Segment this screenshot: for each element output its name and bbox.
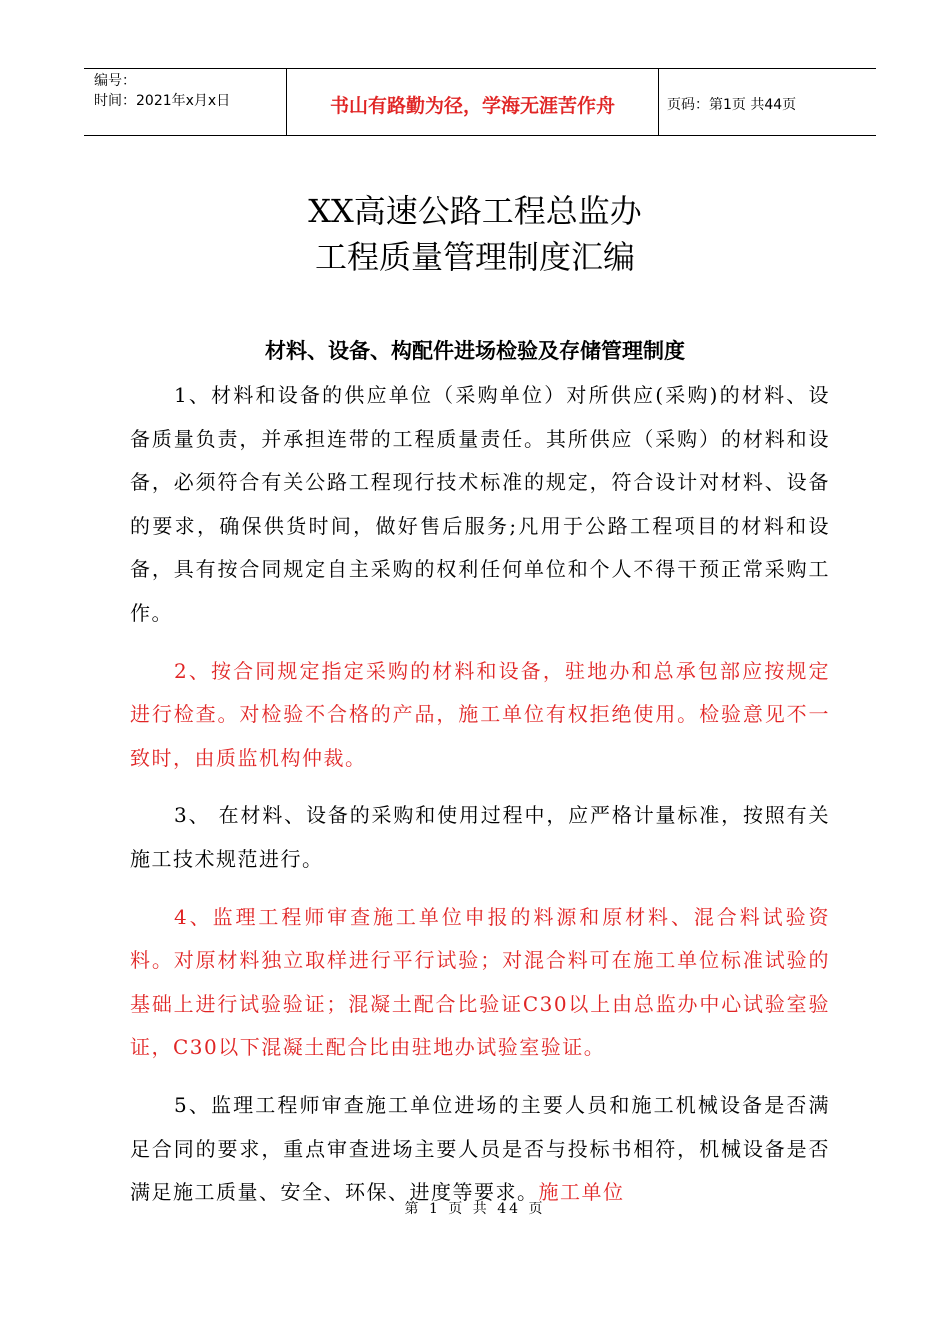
header-table — [84, 68, 876, 136]
paragraph-5-text: 5、监理工程师审查施工单位进场的主要人员和施工机械设备是否满足合同的要求，重点审查进场主要人员是否与投标书相符，机械设备是否满足施工质量、安全、环保、进度等要求。 — [130, 1092, 830, 1205]
paragraph-4: 4、监理工程师审查施工单位申报的料源和原材料、混合料试验资料。对原材料独立取样进行平行试验；对混合料可在施工单位标准试验的基础上进行试验验证；混凝土配合比验证C30以上由总监办中心试验室验证，C30以下混凝土配合比由驻地办试验室验证。 — [130, 904, 830, 1060]
header-page-label: 页码：第1页 共44页 — [667, 97, 797, 113]
header-meta-cell — [84, 69, 287, 135]
paragraph-5 — [130, 1084, 830, 1215]
section-heading: 材料、设备、构配件进场检验及存储管理制度 — [265, 339, 685, 363]
page-footer: 第 1 页 共 44 页 — [404, 1201, 546, 1217]
paragraph-3: 3、 在材料、设备的采购和使用过程中，应严格计量标准，按照有关施工技术规范进行。 — [130, 803, 830, 871]
document-date-label: 时间：2021年x月x日 — [94, 93, 231, 109]
paragraph-2: 2、按合同规定指定采购的材料和设备，驻地办和总承包部应按规定进行检查。对检验不合格的产品，施工单位有权拒绝使用。检验意见不一致时，由质监机构仲裁。 — [130, 658, 830, 770]
document-title-line-1: XX高速公路工程总监办 — [308, 192, 642, 230]
paragraph-1: 1、材料和设备的供应单位（采购单位）对所供应(采购)的材料、设备质量负责，并承担连带的工程质量责任。其所供应（采购）的材料和设备，必须符合有关公路工程现行技术标准的规定，符合设计对材料、设备的要求，确保供货时间，做好售后服务;凡用于公路工程项目的材料和设备，具有按合同规定自主采购的权利任何单位和个人不得干预正常采购工作。 — [130, 383, 830, 625]
body-text — [130, 374, 830, 1229]
header-motto: 书山有路勤为径，学海无涯苦作舟 — [287, 69, 659, 135]
document-title-line-2: 工程质量管理制度汇编 — [314, 238, 635, 276]
document-number-label: 编号： — [94, 73, 136, 89]
paragraph-5-emphasis: 施工单位 — [538, 1180, 625, 1205]
